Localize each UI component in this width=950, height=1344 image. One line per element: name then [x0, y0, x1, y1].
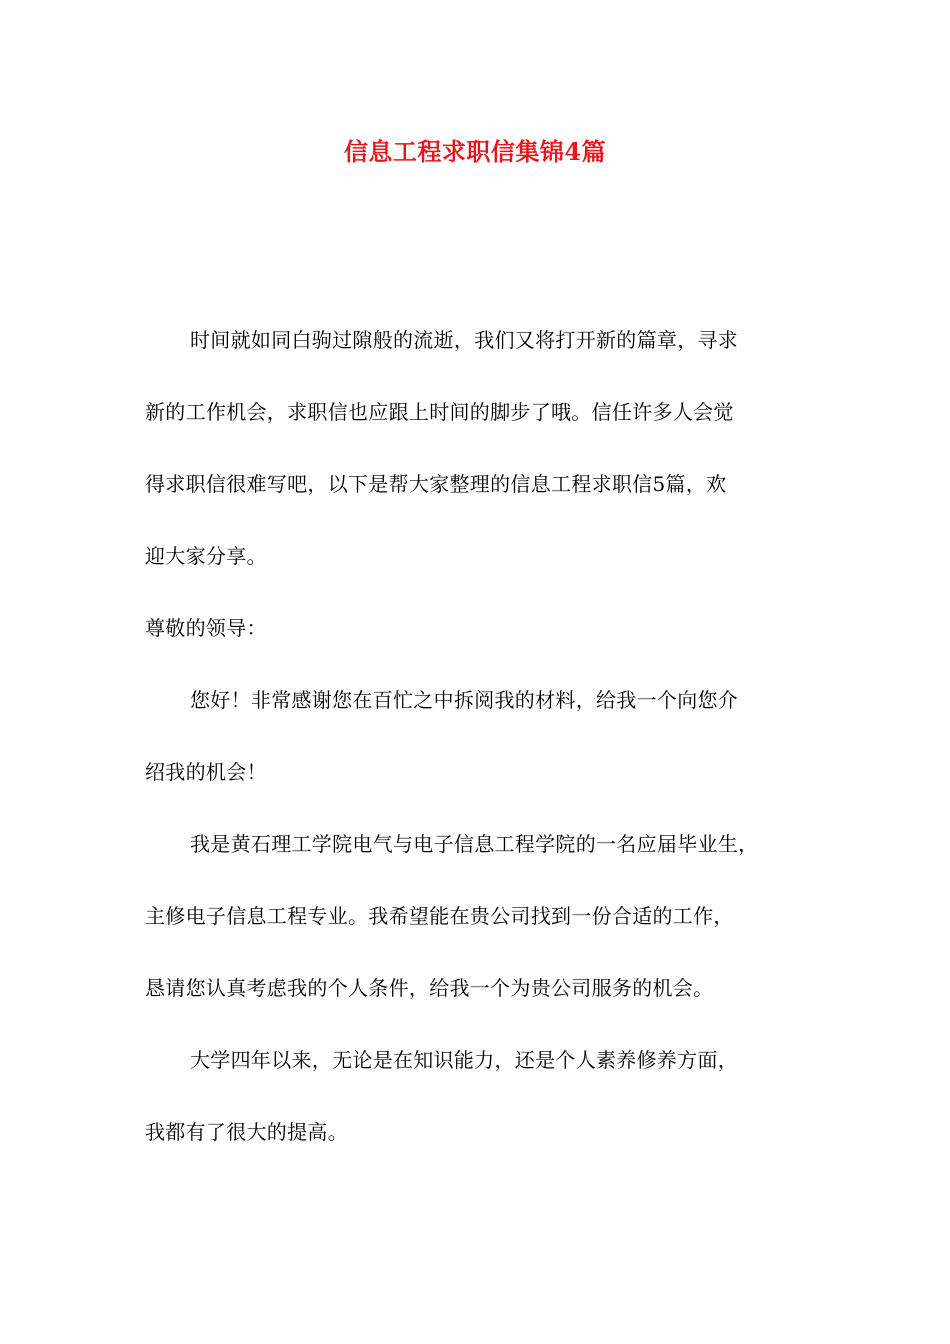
paragraph-line: 您好！非常感谢您在百忙之中拆阅我的材料，给我一个向您介: [190, 688, 739, 712]
paragraph-line: 恳请您认真考虑我的个人条件，给我一个为贵公司服务的机会。: [145, 976, 714, 1000]
paragraph-line: 得求职信很难写吧，以下是帮大家整理的信息工程求职信5篇，欢: [145, 472, 727, 496]
paragraph-line: 新的工作机会，求职信也应跟上时间的脚步了哦。信任许多人会觉: [145, 400, 734, 424]
document-body: [145, 320, 810, 1184]
paragraph-line: 我是黄石理工学院电气与电子信息工程学院的一名应届毕业生，: [190, 832, 759, 856]
paragraph-line: 时间就如同白驹过隙般的流逝，我们又将打开新的篇章，寻求: [190, 328, 739, 352]
paragraph-line: 迎大家分享。: [145, 544, 267, 568]
paragraph-line: 大学四年以来，无论是在知识能力，还是个人素养修养方面，: [190, 1048, 739, 1072]
paragraph-line: 主修电子信息工程专业。我希望能在贵公司找到一份合适的工作，: [145, 904, 734, 928]
paragraph-line: 我都有了很大的提高。: [145, 1120, 348, 1144]
salutation: 尊敬的领导：: [145, 616, 267, 640]
document-title: 信息工程求职信集锦4篇: [343, 137, 607, 166]
paragraph-line: 绍我的机会！: [145, 760, 267, 784]
